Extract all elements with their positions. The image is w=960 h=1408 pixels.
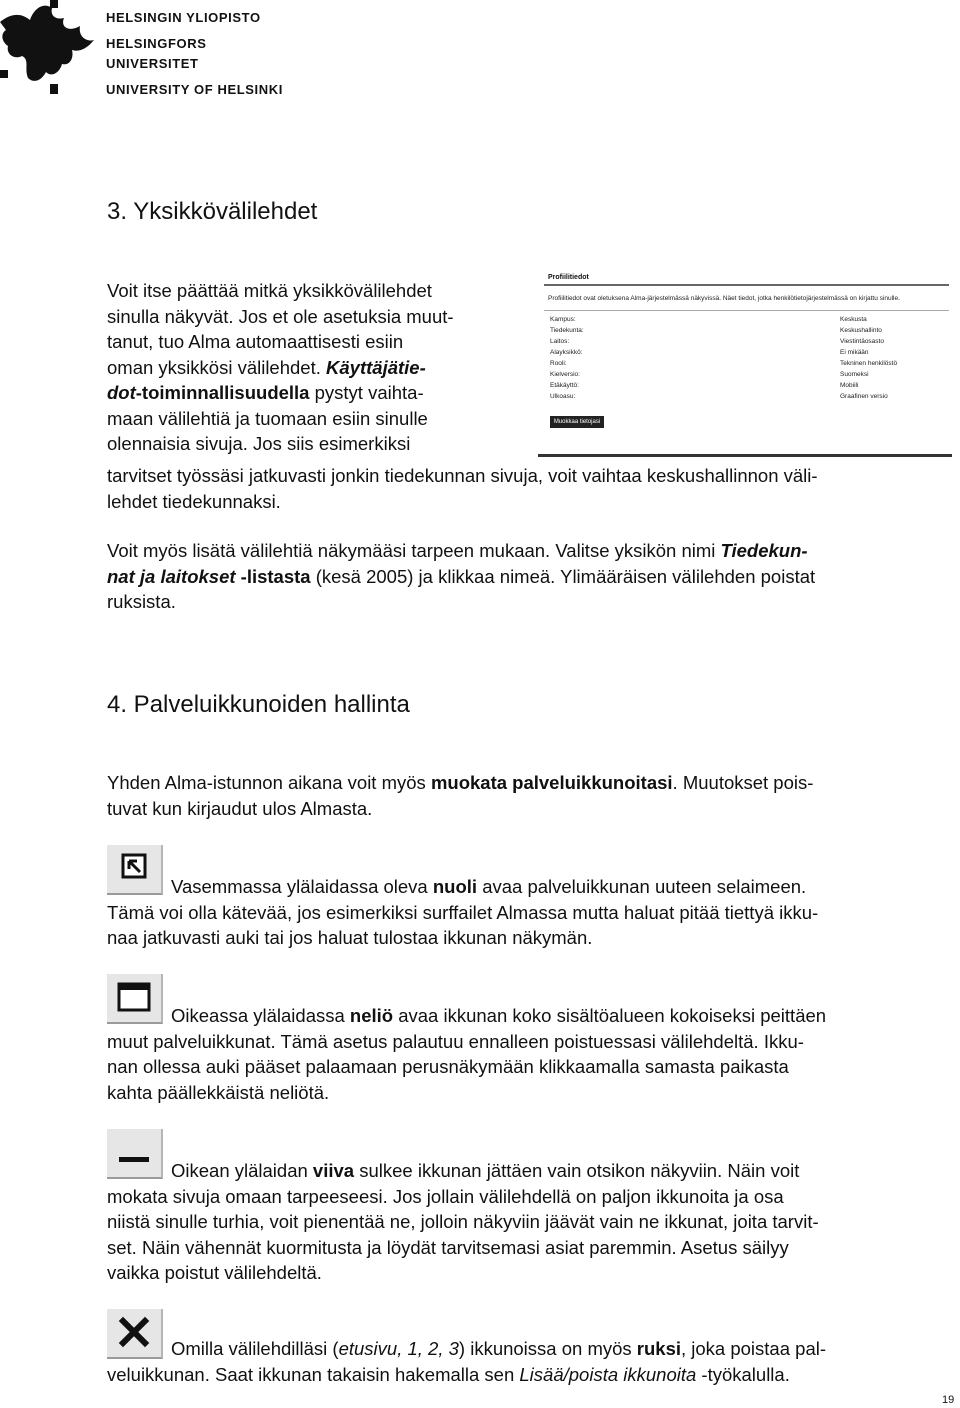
edit-profile-button[interactable]: Muokkaa tietojasi — [550, 416, 604, 428]
section-4-intro: Yhden Alma-istunnon aikana voit myös muokata palveluikkunoitasi. Muutokset pois- tuvat kun kirjaudut ulos Almasta. — [107, 772, 814, 819]
flame-emblem-icon — [0, 0, 96, 96]
item-minimize: Oikean ylälaidan viiva sulkee ikkunan jättäen vain otsikon näkyviin. Näin voit mokata sivuja omaan tarpeeseesi. Jos jollain välilehdellä on paljon ikkunoita ja osa niistä sinulle turhia, voit pienentää ne, jolloin näkyviin jäävät vain ne ikkunat, joita tarvit- set. Näin vähennät kuormitusta ja löydät tarvitsemasi asiat paremmin. Asetus säilyy vaikka poistut välilehdeltä. — [107, 1160, 819, 1283]
intro-line: sinulla näkyvät. Jos et ole asetuksia muut- — [107, 305, 454, 327]
profile-value: Mobiili — [840, 382, 859, 389]
profile-value: Viestintäosasto — [840, 338, 884, 345]
section-3-body — [107, 463, 953, 615]
intro-line: dot-toiminnallisuudella pystyt vaihta- — [107, 382, 424, 403]
university-logo — [0, 0, 290, 100]
paragraph-line: tarvitset työssäsi jatkuvasti jonkin tiedekunnan sivuja, voit vaihtaa keskushallinnon väli- — [107, 465, 818, 486]
intro-line: tanut, tuo Alma automaattisesti esiin — [107, 331, 404, 352]
section-4-heading: 4. Palveluikkunoiden hallinta — [107, 691, 410, 718]
profile-label: Alayksikkö: — [550, 349, 583, 356]
intro-line: Voit itse päättää mitkä yksikkövälilehdet — [107, 280, 432, 301]
profile-settings-screenshot — [538, 268, 952, 457]
screenshot-values — [840, 316, 897, 404]
profile-value: Tekninen henkilöstö — [840, 360, 898, 367]
profile-value: Ei mikään — [840, 349, 869, 356]
screenshot-description: Profiilitiedot ovat oletuksena Alma-järjestelmässä näkyvissä. Näet tiedot, jotka henkilötietojärjestelmässä on kirjattu sinulle. — [548, 295, 900, 302]
page-number: 19 — [942, 1394, 955, 1406]
profile-label: Kampus: — [550, 316, 576, 323]
item-open-window: Vasemmassa ylälaidassa oleva nuoli avaa palveluikkunan uuteen selaimeen. Tämä voi olla kätevää, jos esimerkiksi surffailet Almassa mutta haluat pitää tiettyä ikku- naa jatkuvasti auki tai jos haluat tulostaa ikkunan näkymän. — [107, 876, 819, 948]
item-maximize: Oikeassa ylälaidassa neliö avaa ikkunan koko sisältöalueen kokoiseksi peittäen muut palveluikkunat. Tämä asetus palautuu ennalleen poistuessasi välilehdeltä. Ikku- nan ollessa auki pääset palaamaan perusnäkymään klikkaamalla samasta paikasta kahta päällekkäistä neliötä. — [107, 1005, 827, 1103]
profile-value: Suomeksi — [840, 371, 869, 378]
section-3-intro — [107, 278, 527, 457]
screenshot-divider — [544, 310, 949, 311]
paragraph-line: lehdet tiedekunnaksi. — [107, 490, 281, 512]
profile-label: Rooli: — [550, 360, 567, 367]
intro-line: oman yksikkösi välilehdet. Käyttäjätie- — [107, 356, 426, 378]
profile-label: Laitos: — [550, 338, 570, 345]
university-name-fi: HELSINGIN YLIOPISTO — [106, 10, 261, 25]
profile-value: Keskusta — [840, 316, 867, 323]
university-name-sv: HELSINGFORS UNIVERSITET — [106, 36, 207, 71]
paragraph-line: ruksista. — [107, 591, 176, 612]
university-name-en: UNIVERSITY OF HELSINKI — [106, 82, 283, 97]
screenshot-title: Profiilitiedot — [548, 274, 589, 281]
profile-label: Kielversio: — [550, 371, 580, 378]
profile-label: Ulkoasu: — [550, 393, 576, 400]
section-3-heading: 3. Yksikkövälilehdet — [107, 198, 318, 225]
item-close: Omilla välilehdilläsi (etusivu, 1, 2, 3) ikkunoissa on myös ruksi, joka poistaa pal- veluikkunan. Saat ikkunan takaisin hakemalla sen Lisää/poista ikkunoita -työkalulla. — [107, 1338, 827, 1385]
intro-line: olennaisia sivuja. Jos siis esimerkiksi — [107, 433, 411, 454]
paragraph-line: nat ja laitokset -listasta (kesä 2005) ja klikkaa nimeä. Ylimääräisen välilehden poistat — [107, 565, 816, 587]
intro-line: maan välilehtiä ja tuomaan esiin sinulle — [107, 407, 428, 429]
profile-label: Tiedekunta: — [550, 327, 584, 334]
paragraph-line: Voit myös lisätä välilehtiä näkymääsi tarpeen mukaan. Valitse yksikön nimi Tiedekun- — [107, 540, 808, 561]
screenshot-titlebar — [544, 270, 949, 286]
profile-value: Keskushallinto — [840, 327, 882, 334]
profile-label: Etäkäyttö: — [550, 382, 579, 389]
profile-value: Graafinen versio — [840, 393, 888, 400]
screenshot-labels — [550, 316, 584, 404]
